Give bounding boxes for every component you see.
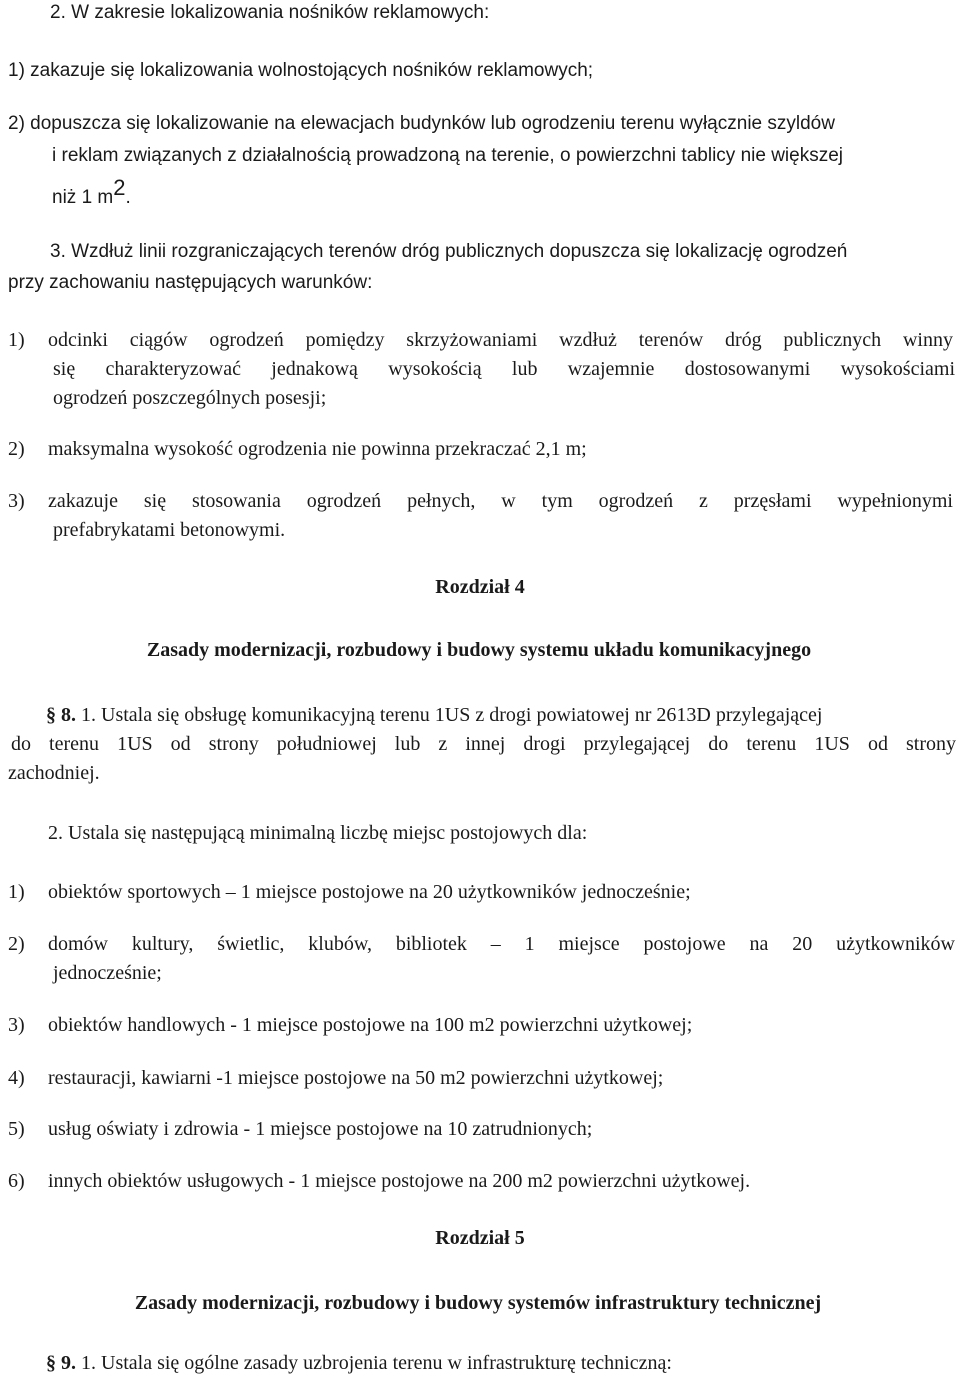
chapter-4-subtitle: Zasady modernizacji, rozbudowy i budowy systemu układu komunikacyjnego (146, 639, 812, 661)
section-3-line-2: przy zachowaniu następujących warunków: (8, 272, 373, 293)
paragraph-8 (46, 704, 822, 727)
p8-item-4-number: 4) (8, 1067, 25, 1089)
s2-item-2-line-3 (52, 175, 131, 209)
p8-item-4: restauracji, kawiarni -1 miejsce postojowe na 50 m2 powierzchni użytkowej; (48, 1067, 664, 1089)
p8-item-2-line-2: jednocześnie; (53, 962, 162, 984)
s3-item-1-line-1: odcinki ciągów ogrodzeń pomiędzy skrzyżowaniami wzdłuż terenów dróg publicznych winny (48, 329, 953, 351)
p8-line-1: 1. Ustala się obsługę komunikacyjną terenu 1US z drogi powiatowej nr 2613D przylegającej (81, 704, 823, 726)
s3-item-3-number: 3) (8, 490, 25, 512)
p8-item-6: innych obiektów usługowych - 1 miejsce postojowe na 200 m2 powierzchni użytkowej. (48, 1170, 751, 1192)
p9-line-1: 1. Ustala się ogólne zasady uzbrojenia terenu w infrastrukturę techniczną: (81, 1352, 672, 1374)
p8-item-2-number: 2) (8, 933, 25, 955)
p8-item-1: obiektów sportowych – 1 miejsce postojowe na 20 użytkowników jednocześnie; (48, 881, 691, 903)
p8-item-6-number: 6) (8, 1170, 25, 1192)
chapter-4-title: Rozdział 4 (435, 576, 525, 598)
s3-item-1-line-3: ogrodzeń poszczególnych posesji; (53, 387, 327, 409)
s2-item-2-text: niż 1 m (52, 187, 114, 208)
p8-item-3: obiektów handlowych - 1 miejsce postojowe na 100 m2 powierzchni użytkowej; (48, 1014, 693, 1036)
s3-item-2-number: 2) (8, 438, 25, 460)
p8-line-2: do terenu 1US od strony południowej lub z innej drogi przylegającej do terenu 1US od strony (11, 733, 956, 755)
p8-item-3-number: 3) (8, 1014, 25, 1036)
p8-item-1-number: 1) (8, 881, 25, 903)
s3-item-3-line-2: prefabrykatami betonowymi. (53, 519, 286, 541)
s2-item-2-period: . (125, 187, 131, 208)
chapter-5-title: Rozdział 5 (435, 1227, 525, 1249)
s2-item-2-line-1: 2) dopuszcza się lokalizowanie na elewacjach budynków lub ogrodzeniu terenu wyłącznie szyldów (8, 113, 835, 134)
s2-item-1: 1) zakazuje się lokalizowania wolnostojących nośników reklamowych; (8, 60, 594, 81)
s3-item-1-line-2: się charakteryzować jednakową wysokością lub wzajemnie dostosowanymi wysokościami (53, 358, 955, 380)
s3-item-3-line-1: zakazuje się stosowania ogrodzeń pełnych, w tym ogrodzeń z przęsłami wypełnionymi (48, 490, 953, 512)
s3-item-1-number: 1) (8, 329, 25, 351)
p8-point-2: 2. Ustala się następującą minimalną liczbę miejsc postojowych dla: (48, 822, 588, 844)
section-8-marker: § 8. (46, 704, 76, 726)
s3-item-2: maksymalna wysokość ogrodzenia nie powinna przekraczać 2,1 m; (48, 438, 587, 460)
s2-item-2-line-2: i reklam związanych z działalnością prowadzoną na terenie, o powierzchni tablicy nie większej (52, 145, 843, 166)
p8-line-3: zachodniej. (8, 762, 100, 784)
section-2-heading: 2. W zakresie lokalizowania nośników reklamowych: (50, 2, 490, 23)
p8-item-2-line-1: domów kultury, świetlic, klubów, bibliotek – 1 miejsce postojowe na 20 użytkowników (48, 933, 955, 955)
p8-item-5-number: 5) (8, 1118, 25, 1140)
section-3-line-1: 3. Wzdłuż linii rozgraniczających terenów dróg publicznych dopuszcza się lokalizację ogrodzeń (50, 241, 848, 262)
p8-item-5: usług oświaty i zdrowia - 1 miejsce postojowe na 10 zatrudnionych; (48, 1118, 593, 1140)
paragraph-9 (46, 1352, 672, 1375)
section-9-marker: § 9. (46, 1352, 76, 1374)
superscript-2: 2 (113, 175, 126, 200)
chapter-5-subtitle: Zasady modernizacji, rozbudowy i budowy systemów infrastruktury technicznej (134, 1292, 822, 1314)
